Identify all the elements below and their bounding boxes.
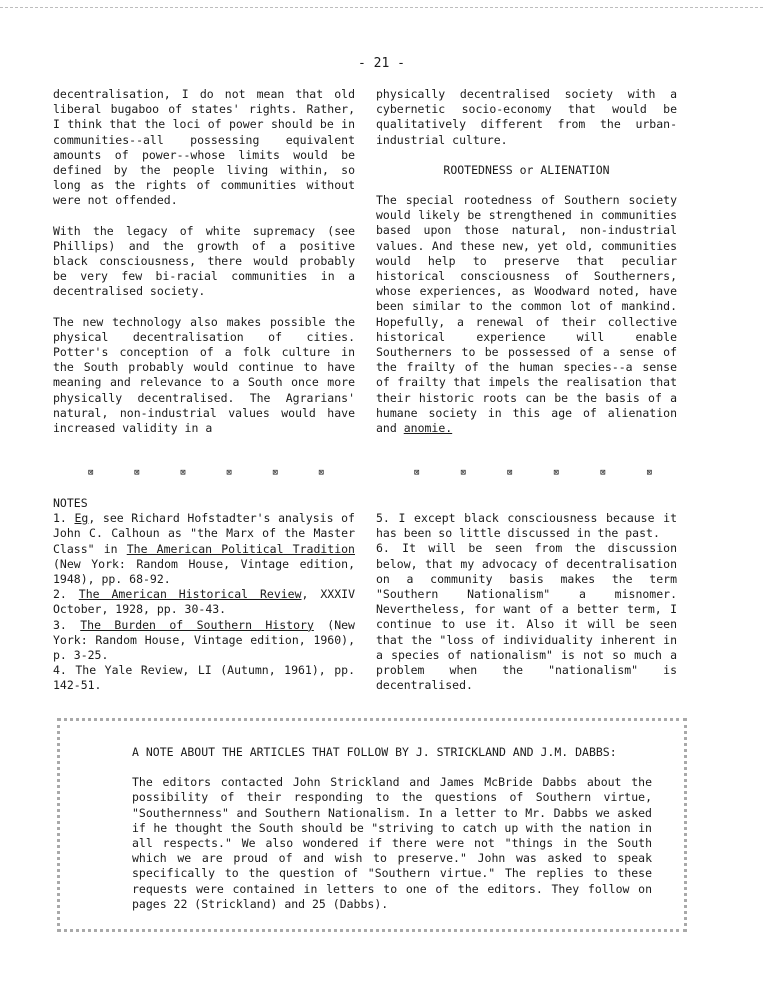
separator-mark: ⊠	[226, 468, 232, 478]
left-paragraph-2: With the legacy of white supremacy (see Phillips) and the growth of a positive black consciousness, there would probably be very few bi-racial communities in a decentralised society.	[53, 223, 355, 299]
page-number: - 21 -	[358, 56, 405, 71]
separator-mark: ⊠	[272, 468, 278, 478]
notes-left	[53, 496, 355, 694]
left-paragraph-1: decentralisation, I do not mean that old liberal bugaboo of states' rights. Rather, I think that the loci of power should be in communities--all possessing equivalent amounts of power--whose limits would be defined by the people living within, so long as the rights of communities without were not offended.	[53, 87, 355, 208]
editors-note-content	[132, 745, 652, 912]
separator-mark: ⊠	[460, 468, 466, 478]
notes-heading: NOTES	[53, 496, 88, 510]
right-body-text: The special rootedness of Southern society would likely be strengthened in communities based upon those natural, non-industrial values. And these new, yet old, communities would help to preserve that peculiar historical consciousness of Southerners, whose experiences, as Woodward noted, have been similar to the common lot of mankind. Hopefully, a renewal of their collective historical experience will enable Southerners to be possessed of a sense of the frailty of the human species--a sense of frailty that impels the realisation that their historic roots can be the basis of a humane society in this age of alienation and	[376, 193, 677, 436]
separator-mark: ⊠	[507, 468, 513, 478]
top-rule	[0, 7, 763, 8]
note-5: 5. I except black consciousness because it has been so little discussed in the past.	[376, 511, 677, 541]
editors-note-body: The editors contacted John Strickland and James McBride Dabbs about the possibility of their responding to the questions of Southern virtue, "Southernness" and Southern Nationalism. In a letter to Mr. Dabbs we asked if he thought the South should be "striving to catch up with the nation in all respects." We also wondered if there were not "things in the South which we are proud of and wish to preserve." John was asked to speak specifically to the question of "Southern virtue." The replies to these requests were contained in letters to one of the editors. They follow on pages 22 (Strickland) and 25 (Dabbs).	[132, 775, 652, 911]
separator-mark: ⊠	[134, 468, 140, 478]
note-4: 4. The Yale Review, LI (Autumn, 1961), pp. 142-51.	[53, 663, 355, 693]
separator-mark: ⊠	[414, 468, 420, 478]
left-column	[53, 87, 355, 451]
separator-mark: ⊠	[553, 468, 559, 478]
note-1-number: 1.	[53, 511, 75, 526]
separator-mark: ⊠	[600, 468, 606, 478]
separator-mark: ⊠	[646, 468, 652, 478]
separator-right	[414, 468, 652, 478]
note-1-text: , see Richard Hofstadter's analysis of John C. Calhoun as "the Marx of the Master Class" in	[53, 511, 355, 556]
separator-mark: ⊠	[318, 468, 324, 478]
note-2-citation: , XXXIV October, 1928, pp. 30-43.	[53, 587, 355, 617]
separator-mark: ⊠	[88, 468, 94, 478]
right-intro: physically decentralised society with a cybernetic socio-economy that would be qualitatively different from the urban-industrial culture.	[376, 87, 677, 147]
note-3-number: 3.	[53, 617, 81, 632]
note-2	[53, 587, 355, 617]
note-1	[53, 511, 355, 587]
editors-note-title: A NOTE ABOUT THE ARTICLES THAT FOLLOW BY J. STRICKLAND AND J.M. DABBS:	[132, 745, 617, 759]
note-1-eg: Eg	[74, 511, 89, 526]
separator-mark: ⊠	[180, 468, 186, 478]
note-2-number: 2.	[53, 587, 79, 602]
note-2-title: The American Historical Review	[78, 587, 302, 602]
note-3	[53, 618, 355, 664]
anomie-word: anomie.	[403, 421, 453, 436]
separator-left	[88, 468, 324, 478]
note-6: 6. It will be seen from the discussion below, that my advocacy of decentralisation on a community basis makes the term "Southern Nationalism" a misnomer. Nevertheless, for want of a better term, I continue to use it. Also it will be seen that the "loss of individuality inherent in a species of nationalism" is not so much a problem when the "nationalism" is decentralised.	[376, 541, 677, 693]
notes-right	[376, 511, 677, 693]
note-3-citation: (New York: Random House, Vintage edition, 1960), p. 3-25.	[53, 617, 355, 663]
left-paragraph-3: The new technology also makes possible the physical decentralisation of cities. Potter's conception of a folk culture in the South probably would continue to have meaning and relevance to a South once more physically decentralised. The Agrarians' natural, non-industrial values would have increased validity in a	[53, 314, 355, 436]
note-3-title: The Burden of Southern History	[80, 617, 314, 632]
editors-note-box	[57, 718, 687, 932]
right-column	[376, 87, 677, 451]
right-body	[376, 193, 677, 436]
note-1-citation: (New York: Random House, Vintage edition, 1948), pp. 68-92.	[53, 556, 355, 587]
section-heading: ROOTEDNESS or ALIENATION	[443, 162, 610, 177]
note-1-title: The American Political Tradition	[126, 541, 355, 556]
